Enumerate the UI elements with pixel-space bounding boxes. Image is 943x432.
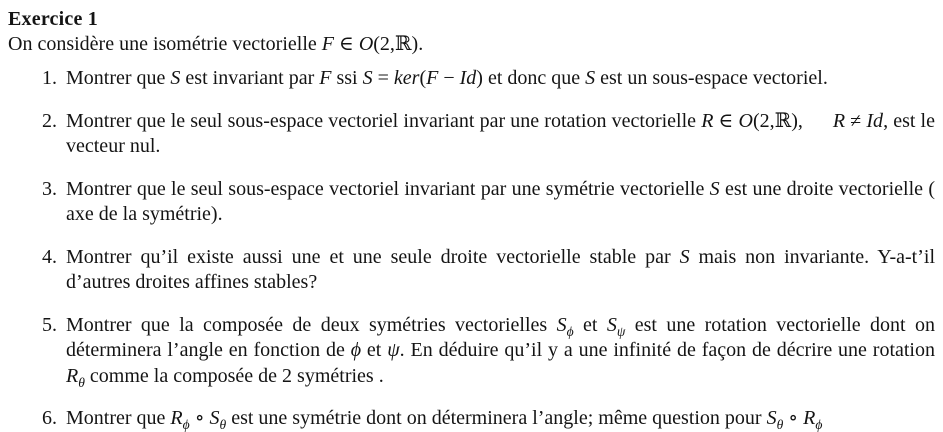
math-var: F bbox=[319, 67, 332, 89]
text-run: (2,ℝ). bbox=[373, 33, 424, 55]
math-var: R bbox=[832, 109, 846, 132]
math-var: Id bbox=[866, 109, 884, 132]
text-run: Montrer que bbox=[66, 67, 171, 89]
math-var: S bbox=[606, 313, 617, 336]
text-run: est invariant par bbox=[180, 67, 320, 89]
text-run: ) et donc que bbox=[476, 67, 586, 89]
text-run: ∈ bbox=[713, 109, 739, 132]
text-run: On considère une isométrie vectorielle bbox=[8, 33, 322, 55]
math-var: Id bbox=[459, 67, 477, 89]
math-subscript: ϕ bbox=[182, 416, 190, 432]
math-var: R bbox=[803, 407, 816, 429]
text-run: est une symétrie dont on déterminera l’angle; même question pour bbox=[226, 407, 767, 429]
math-var: F bbox=[426, 67, 439, 89]
text-run: , est le vecteur nul. bbox=[66, 109, 935, 157]
item-text bbox=[66, 406, 935, 432]
math-var: F bbox=[321, 33, 334, 55]
math-var: S bbox=[556, 313, 567, 336]
math-subscript: θ bbox=[776, 416, 784, 432]
item-text bbox=[66, 177, 935, 228]
text-run: Montrer qu’il existe aussi une et une seule droite vectorielle stable par bbox=[66, 245, 680, 268]
math-var: S bbox=[362, 67, 373, 89]
math-var: S bbox=[679, 245, 690, 268]
text-run: est une rotation vectorielle dont on déterminera l’angle en fonction de bbox=[66, 313, 935, 361]
math-var: ker bbox=[393, 67, 420, 89]
math-subscript: θ bbox=[219, 416, 227, 432]
math-subscript: ϕ bbox=[815, 416, 823, 432]
text-run: comme la composée de 2 symétries . bbox=[84, 364, 384, 387]
text-run: (2,ℝ), bbox=[752, 109, 833, 132]
math-var: S bbox=[585, 67, 596, 89]
text-run: ( bbox=[419, 67, 427, 89]
math-var: S bbox=[170, 67, 181, 89]
exercise-item bbox=[8, 109, 935, 160]
text-run: − bbox=[438, 67, 460, 89]
exercise-item bbox=[8, 177, 935, 228]
exercise-item bbox=[8, 245, 935, 296]
text-run: et bbox=[573, 313, 607, 336]
item-text bbox=[66, 245, 935, 296]
text-run: Montrer que la composée de deux symétries vectorielles bbox=[66, 313, 557, 336]
intro-paragraph bbox=[8, 31, 935, 57]
text-run: Montrer que le seul sous-espace vectoriel invariant par une rotation vectorielle bbox=[66, 109, 702, 132]
text-run: Montrer que bbox=[66, 407, 171, 429]
math-subscript: ϕ bbox=[566, 323, 574, 339]
item-text bbox=[66, 109, 935, 160]
exercise-item bbox=[8, 66, 935, 92]
text-run: ssi bbox=[331, 67, 363, 89]
math-var: O bbox=[738, 109, 753, 132]
page-title: Exercice 1 bbox=[8, 8, 98, 30]
text-run: et bbox=[361, 339, 388, 361]
exercise-list bbox=[8, 66, 935, 432]
item-number: 1. bbox=[42, 67, 57, 89]
text-run: ∈ bbox=[334, 33, 359, 55]
math-var: R bbox=[701, 109, 714, 132]
item-text bbox=[66, 66, 935, 92]
math-var: R bbox=[170, 407, 183, 429]
item-text bbox=[66, 313, 935, 390]
math-var: S bbox=[209, 407, 220, 429]
text-run: ∘ bbox=[783, 407, 804, 429]
math-var: R bbox=[66, 364, 79, 387]
exercise-item bbox=[8, 406, 935, 432]
math-var: ϕ bbox=[350, 339, 362, 361]
text-run: mais non invariante. Y-a-t’il d’autres droites affines stables? bbox=[66, 245, 935, 293]
text-run: ∘ bbox=[189, 407, 210, 429]
text-run: ≠ bbox=[845, 109, 867, 132]
item-number: 4. bbox=[42, 245, 57, 268]
item-number: 5. bbox=[42, 313, 57, 336]
math-subscript: ψ bbox=[616, 323, 626, 339]
math-var: S bbox=[709, 177, 720, 200]
math-var: ψ bbox=[387, 339, 400, 361]
text-run: . En déduire qu’il y a une infinité de façon de décrire une rotation bbox=[399, 339, 935, 361]
text-run: = bbox=[372, 67, 394, 89]
math-var: O bbox=[358, 33, 374, 55]
exercise-item bbox=[8, 313, 935, 390]
math-subscript: θ bbox=[78, 374, 85, 390]
item-number: 6. bbox=[42, 407, 57, 429]
math-var: S bbox=[766, 407, 777, 429]
text-run: est une droite vectorielle ( axe de la symétrie). bbox=[66, 177, 935, 225]
text-run: Montrer que le seul sous-espace vectoriel invariant par une symétrie vectorielle bbox=[66, 177, 710, 200]
item-number: 2. bbox=[42, 109, 57, 132]
item-number: 3. bbox=[42, 177, 57, 200]
text-run: est un sous-espace vectoriel. bbox=[595, 67, 828, 89]
